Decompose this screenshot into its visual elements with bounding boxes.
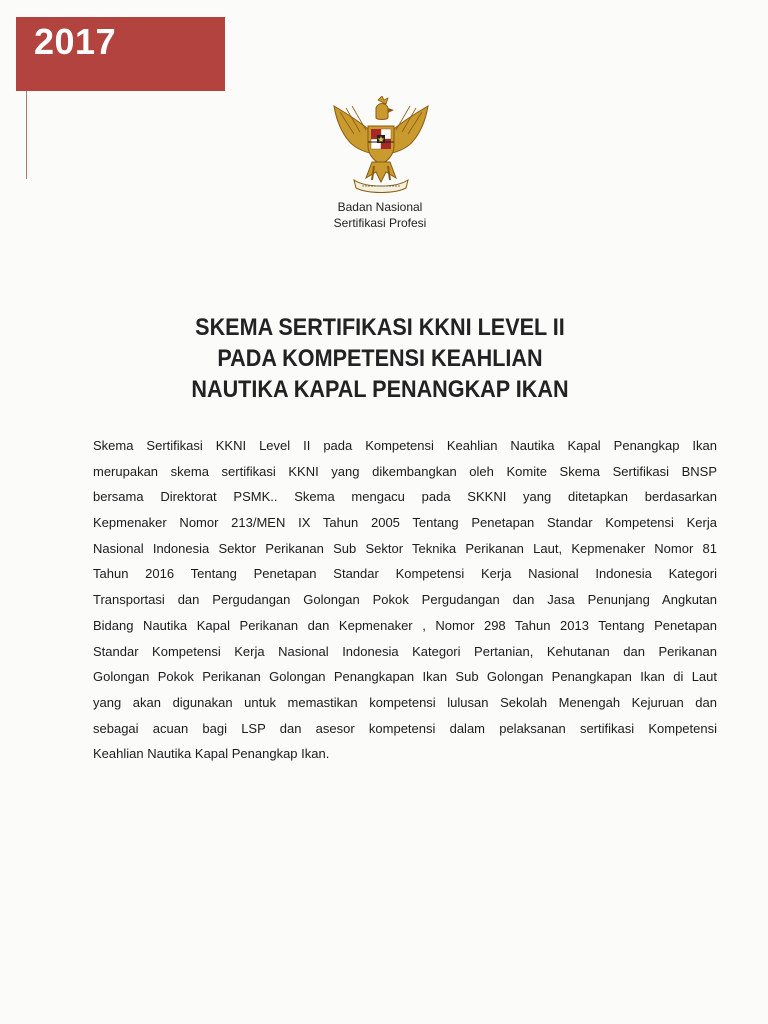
body-line: yang akan digunakan untuk memastikan kompetensi lulusan Sekolah Menengah Kejuruan dan xyxy=(93,694,717,710)
body-line: Golongan Pokok Perikanan Golongan Penangkapan Ikan Sub Golongan Penangkapan Ikan di Laut xyxy=(93,669,717,685)
body-line: Bidang Nautika Kapal Perikanan dan Kepmenaker , Nomor 298 Tahun 2013 Tentang Penetapan xyxy=(93,617,717,633)
body-line: Keahlian Nautika Kapal Penangkap Ikan. xyxy=(93,746,330,762)
year-label: 2017 xyxy=(34,21,117,62)
body-line: Nasional Indonesia Sektor Perikanan Sub Sektor Teknika Perikanan Laut, Kepmenaker Nomor 81 xyxy=(93,540,717,556)
title-line-1: SKEMA SERTIFIKASI KKNI LEVEL II xyxy=(195,314,565,341)
body-line: Skema Sertifikasi KKNI Level II pada Kompetensi Keahlian Nautika Kapal Penangkap Ikan xyxy=(93,438,717,453)
body-line: merupakan skema sertifikasi KKNI yang dikembangkan oleh Komite Skema Sertifikasi BNSP xyxy=(93,463,717,479)
body-line: sebagai acuan bagi LSP dan asesor kompetensi dalam pelaksanan sertifikasi Kompetensi xyxy=(93,720,717,736)
body-paragraph xyxy=(93,433,717,767)
agency-name xyxy=(300,199,460,231)
body-line: bersama Direktorat PSMK.. Skema mengacu pada SKKNI yang ditetapkan berdasarkan xyxy=(93,489,717,505)
tab-divider-line xyxy=(26,91,27,179)
document-title xyxy=(92,312,668,405)
body-line: Standar Kompetensi Kerja Nasional Indonesia Kategori Pertanian, Kehutanan dan Perikanan xyxy=(93,643,717,659)
body-line: Tahun 2016 Tentang Penetapan Standar Kompetensi Kerja Nasional Indonesia Kategori xyxy=(93,566,717,582)
body-line: Transportasi dan Pergudangan Golongan Pokok Pergudangan dan Jasa Penunjang Angkutan xyxy=(93,592,717,608)
garuda-emblem-icon xyxy=(326,96,436,196)
body-line: Kepmenaker Nomor 213/MEN IX Tahun 2005 Tentang Penetapan Standar Kompetensi Kerja xyxy=(93,515,717,531)
title-line-2: PADA KOMPETENSI KEAHLIAN xyxy=(217,345,543,372)
title-line-3: NAUTIKA KAPAL PENANGKAP IKAN xyxy=(191,376,569,403)
agency-name-line2: Sertifikasi Profesi xyxy=(333,216,427,230)
agency-name-line1: Badan Nasional xyxy=(337,200,423,214)
